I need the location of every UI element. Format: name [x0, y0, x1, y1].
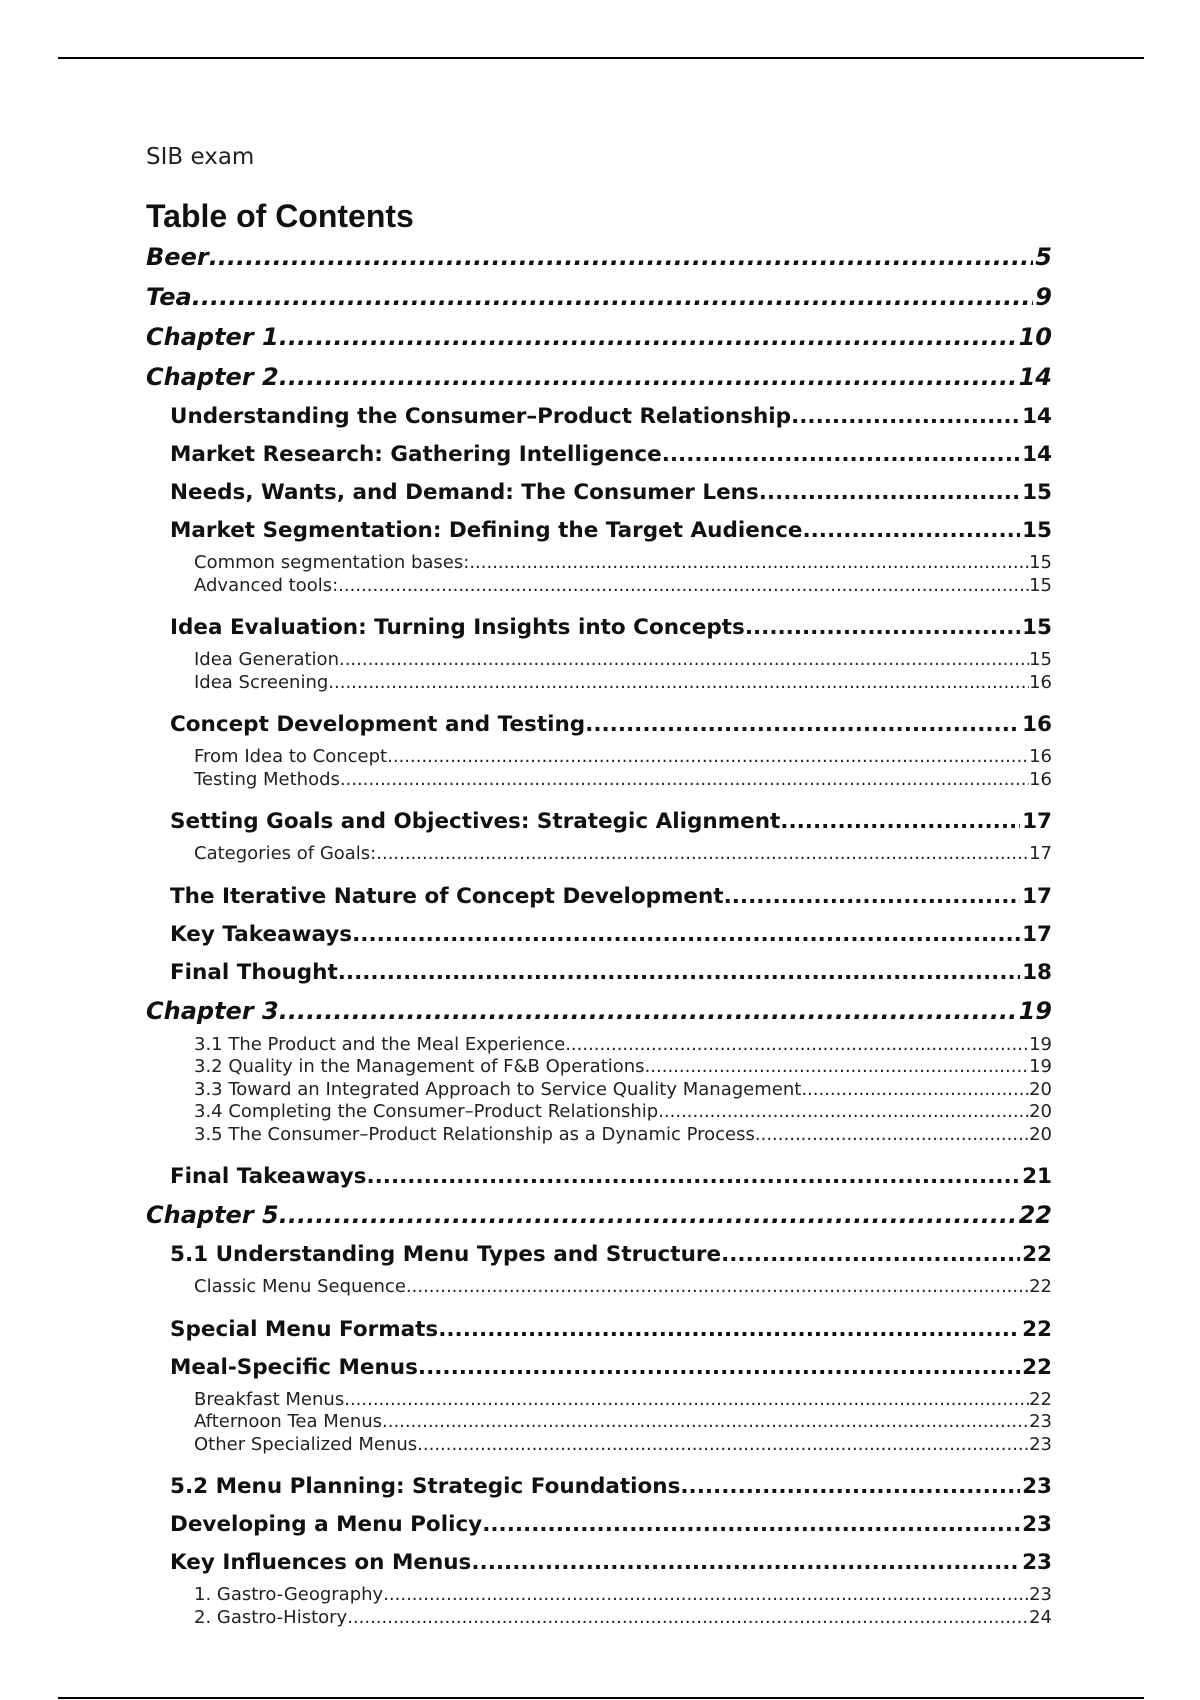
toc-entry-level-3[interactable]: [146, 746, 1052, 769]
toc-entry-level-2[interactable]: [146, 1546, 1052, 1584]
toc-entry-title: The Iterative Nature of Concept Development: [170, 883, 724, 909]
toc-dot-leader: [418, 1351, 1020, 1385]
toc-dot-leader: [724, 880, 1021, 914]
toc-dot-leader: [209, 240, 1034, 274]
toc-dot-leader: [383, 1584, 1029, 1606]
toc-entry-page: 9: [1035, 283, 1052, 311]
toc-entry-page: 15: [1022, 480, 1052, 505]
toc-dot-leader: [328, 672, 1029, 694]
toc-entry-level-1[interactable]: [146, 240, 1052, 280]
toc-entry-title: Afternoon Tea Menus: [194, 1411, 383, 1432]
toc-entry-level-3[interactable]: [146, 1056, 1052, 1079]
toc-entry-page: 16: [1029, 746, 1052, 767]
toc-entry-title: 5.2 Menu Planning: Strategic Foundations: [170, 1474, 681, 1499]
toc-entry-title: Idea Evaluation: Turning Insights into Concepts: [170, 615, 745, 640]
toc-dot-leader: [382, 1411, 1029, 1433]
toc-entry-page: 17: [1022, 883, 1052, 909]
toc-entry-page: 14: [1022, 404, 1052, 429]
toc-dot-leader: [406, 1276, 1029, 1298]
toc-entry-title: Classic Menu Sequence: [194, 1276, 406, 1297]
toc-entry-title: Final Takeaways: [170, 1164, 367, 1189]
toc-entry-level-1[interactable]: [146, 280, 1052, 320]
toc-entry-title: 3.1 The Product and the Meal Experience: [194, 1033, 566, 1055]
toc-entry-title: Breakfast Menus: [194, 1388, 345, 1410]
toc-dot-leader: [780, 805, 1020, 839]
toc-dot-leader: [658, 1101, 1029, 1123]
toc-entry-page: 17: [1022, 921, 1052, 947]
toc-entry-level-1[interactable]: [146, 994, 1052, 1034]
toc-entry-page: 17: [1029, 843, 1052, 864]
toc-entry-page: 14: [1022, 442, 1052, 467]
toc-entry-level-2[interactable]: [146, 880, 1052, 918]
toc-dot-leader: [680, 1470, 1020, 1504]
toc-entry-title: Setting Goals and Objectives: Strategic Alignment: [170, 809, 781, 834]
toc-entry-page: 22: [1022, 1242, 1052, 1267]
toc-entry-level-2[interactable]: [146, 400, 1052, 438]
toc-dot-leader: [279, 994, 1017, 1028]
toc-entry-level-2[interactable]: [146, 1313, 1052, 1351]
toc-entry-title: 3.3 Toward an Integrated Approach to Service Quality Management: [194, 1078, 802, 1100]
toc-entry-title: Other Specialized Menus: [194, 1433, 418, 1455]
toc-entry-level-3[interactable]: [146, 575, 1052, 598]
toc-entry-page: 20: [1029, 1123, 1052, 1145]
toc-entry-page: 23: [1022, 1512, 1052, 1537]
toc-entry-level-3[interactable]: [146, 1584, 1052, 1607]
toc-entry-title: Developing a Menu Policy: [170, 1512, 483, 1537]
toc-dot-leader: [352, 918, 1020, 952]
toc-entry-page: 20: [1029, 1101, 1052, 1122]
toc-entry-title: Chapter 5: [146, 1201, 279, 1229]
toc-entry-title: Tea: [146, 283, 192, 311]
toc-entry-title: Key Influences on Menus: [170, 1550, 472, 1575]
toc-entry-level-2[interactable]: [146, 1470, 1052, 1508]
toc-entry-title: Chapter 3: [146, 996, 279, 1025]
toc-dot-leader: [347, 1607, 1029, 1629]
toc-dot-leader: [338, 575, 1029, 597]
toc-entry-title: Concept Development and Testing: [170, 712, 586, 737]
toc-entry-page: 24: [1029, 1606, 1052, 1628]
toc-dot-leader: [662, 438, 1020, 472]
toc-entry-page: 22: [1018, 1201, 1052, 1229]
toc-entry-level-2[interactable]: [146, 1351, 1052, 1389]
toc-spacer: [146, 694, 1052, 708]
toc-entry-title: Final Thought: [170, 959, 338, 985]
toc-entry-title: 2. Gastro-History: [194, 1606, 348, 1628]
toc-entry-title: Chapter 1: [146, 323, 279, 351]
toc-dot-leader: [279, 360, 1017, 394]
toc-entry-title: 3.4 Completing the Consumer–Product Relationship: [194, 1101, 659, 1122]
toc-entry-title: Meal-Specific Menus: [170, 1354, 418, 1380]
toc-spacer: [146, 1299, 1052, 1313]
toc-dot-leader: [339, 649, 1029, 671]
toc-entry-level-3[interactable]: [146, 1276, 1052, 1299]
toc-dot-leader: [585, 708, 1020, 742]
toc-entry-page: 18: [1022, 959, 1052, 985]
toc-entry-page: 23: [1022, 1550, 1052, 1575]
toc-entry-page: 19: [1018, 996, 1052, 1025]
toc-entry-level-3[interactable]: [146, 1124, 1052, 1147]
toc-dot-leader: [802, 514, 1020, 548]
toc-entry-level-2[interactable]: [146, 956, 1052, 994]
toc-entry-page: 15: [1022, 615, 1052, 640]
toc-entry-page: 22: [1022, 1354, 1052, 1380]
toc-dot-leader: [565, 1034, 1029, 1056]
toc-dot-leader: [801, 1079, 1029, 1101]
toc-entry-page: 16: [1022, 712, 1052, 737]
toc-dot-leader: [469, 552, 1029, 574]
toc-entry-page: 15: [1029, 574, 1052, 596]
toc-entry-title: Market Segmentation: Defining the Target Audience: [170, 518, 803, 543]
toc-entry-level-2[interactable]: [146, 805, 1052, 843]
toc-dot-leader: [279, 1198, 1017, 1232]
toc-entry-level-3[interactable]: [146, 552, 1052, 575]
toc-entry-page: 23: [1029, 1433, 1052, 1455]
toc-entry-page: 10: [1018, 323, 1052, 351]
toc-entry-title: Advanced tools:: [194, 574, 339, 596]
document-header: SIB exam: [146, 144, 255, 170]
toc-entry-level-1[interactable]: [146, 320, 1052, 360]
toc-entry-level-2[interactable]: [146, 438, 1052, 476]
toc-entry-page: 23: [1029, 1411, 1052, 1432]
toc-dot-leader: [387, 746, 1029, 768]
toc-entry-page: 15: [1029, 552, 1052, 573]
toc-entry-page: 15: [1029, 649, 1052, 670]
toc-entry-page: 15: [1022, 518, 1052, 543]
toc-entry-page: 21: [1022, 1164, 1052, 1189]
toc-entry-title: Common segmentation bases:: [194, 552, 470, 573]
toc-entry-title: Needs, Wants, and Demand: The Consumer Lens: [170, 480, 759, 505]
header-rule: [58, 57, 1144, 59]
toc-entry-page: 5: [1035, 243, 1052, 271]
toc-entry-page: 16: [1029, 768, 1052, 790]
toc-entry-level-3[interactable]: [146, 1034, 1052, 1057]
table-of-contents: [146, 240, 1052, 1629]
toc-entry-title: Idea Generation: [194, 649, 339, 670]
toc-dot-leader: [344, 1389, 1029, 1411]
toc-entry-level-3[interactable]: [146, 649, 1052, 672]
toc-entry-page: 19: [1029, 1056, 1052, 1077]
toc-entry-page: 22: [1029, 1276, 1052, 1297]
toc-entry-level-2[interactable]: [146, 476, 1052, 514]
toc-entry-level-3[interactable]: [146, 1389, 1052, 1412]
toc-entry-level-3[interactable]: [146, 769, 1052, 792]
toc-entry-title: Categories of Goals:: [194, 843, 377, 864]
toc-entry-level-3[interactable]: [146, 672, 1052, 695]
toc-entry-level-2[interactable]: [146, 1160, 1052, 1198]
toc-spacer: [146, 597, 1052, 611]
toc-dot-leader: [192, 280, 1034, 314]
toc-entry-level-2[interactable]: [146, 611, 1052, 649]
toc-entry-page: 23: [1029, 1584, 1052, 1605]
toc-entry-level-3[interactable]: [146, 1434, 1052, 1457]
toc-entry-title: 3.2 Quality in the Management of F&B Operations: [194, 1056, 645, 1077]
toc-entry-title: Market Research: Gathering Intelligence: [170, 442, 662, 467]
toc-entry-level-3[interactable]: [146, 1411, 1052, 1434]
toc-dot-leader: [376, 843, 1029, 865]
toc-entry-level-2[interactable]: [146, 918, 1052, 956]
toc-dot-leader: [279, 320, 1017, 354]
footer-rule: [58, 1697, 1144, 1699]
toc-entry-title: 3.5 The Consumer–Product Relationship as a Dynamic Process: [194, 1123, 755, 1145]
toc-dot-leader: [721, 1238, 1020, 1272]
toc-entry-page: 23: [1022, 1474, 1052, 1499]
toc-entry-title: 5.1 Understanding Menu Types and Structure: [170, 1242, 722, 1267]
toc-entry-page: 14: [1018, 363, 1052, 391]
toc-entry-title: From Idea to Concept: [194, 746, 388, 767]
toc-entry-page: 22: [1022, 1316, 1052, 1342]
toc-entry-level-2[interactable]: [146, 708, 1052, 746]
toc-entry-page: 19: [1029, 1033, 1052, 1055]
toc-entry-title: Key Takeaways: [170, 921, 353, 947]
toc-entry-level-2[interactable]: [146, 514, 1052, 552]
toc-entry-title: Special Menu Formats: [170, 1316, 439, 1342]
toc-dot-leader: [645, 1056, 1030, 1078]
toc-entry-title: Chapter 2: [146, 363, 279, 391]
toc-entry-page: 22: [1029, 1388, 1052, 1410]
toc-dot-leader: [366, 1160, 1020, 1194]
toc-spacer: [146, 1146, 1052, 1160]
toc-spacer: [146, 791, 1052, 805]
toc-entry-level-1[interactable]: [146, 1198, 1052, 1238]
toc-entry-title: Understanding the Consumer–Product Relationship: [170, 404, 792, 429]
toc-entry-level-3[interactable]: [146, 843, 1052, 866]
toc-dot-leader: [417, 1434, 1029, 1456]
toc-entry-page: 20: [1029, 1078, 1052, 1100]
toc-dot-leader: [438, 1313, 1020, 1347]
toc-entry-level-3[interactable]: [146, 1607, 1052, 1630]
toc-dot-leader: [759, 476, 1020, 510]
toc-title: Table of Contents: [146, 198, 414, 234]
toc-dot-leader: [755, 1124, 1029, 1146]
toc-entry-title: Testing Methods: [194, 768, 340, 790]
toc-dot-leader: [471, 1546, 1020, 1580]
toc-dot-leader: [340, 769, 1029, 791]
toc-entry-page: 16: [1029, 671, 1052, 693]
toc-entry-level-1[interactable]: [146, 360, 1052, 400]
toc-entry-level-2[interactable]: [146, 1508, 1052, 1546]
toc-entry-level-2[interactable]: [146, 1238, 1052, 1276]
toc-spacer: [146, 1456, 1052, 1470]
toc-entry-title: Idea Screening: [194, 671, 329, 693]
toc-dot-leader: [791, 400, 1020, 434]
toc-entry-title: Beer: [146, 243, 209, 271]
toc-dot-leader: [745, 611, 1020, 645]
toc-spacer: [146, 866, 1052, 880]
toc-entry-page: 17: [1022, 809, 1052, 834]
toc-entry-title: 1. Gastro-Geography: [194, 1584, 384, 1605]
toc-dot-leader: [338, 956, 1020, 990]
toc-entry-level-3[interactable]: [146, 1079, 1052, 1102]
toc-dot-leader: [482, 1508, 1020, 1542]
toc-entry-level-3[interactable]: [146, 1101, 1052, 1124]
